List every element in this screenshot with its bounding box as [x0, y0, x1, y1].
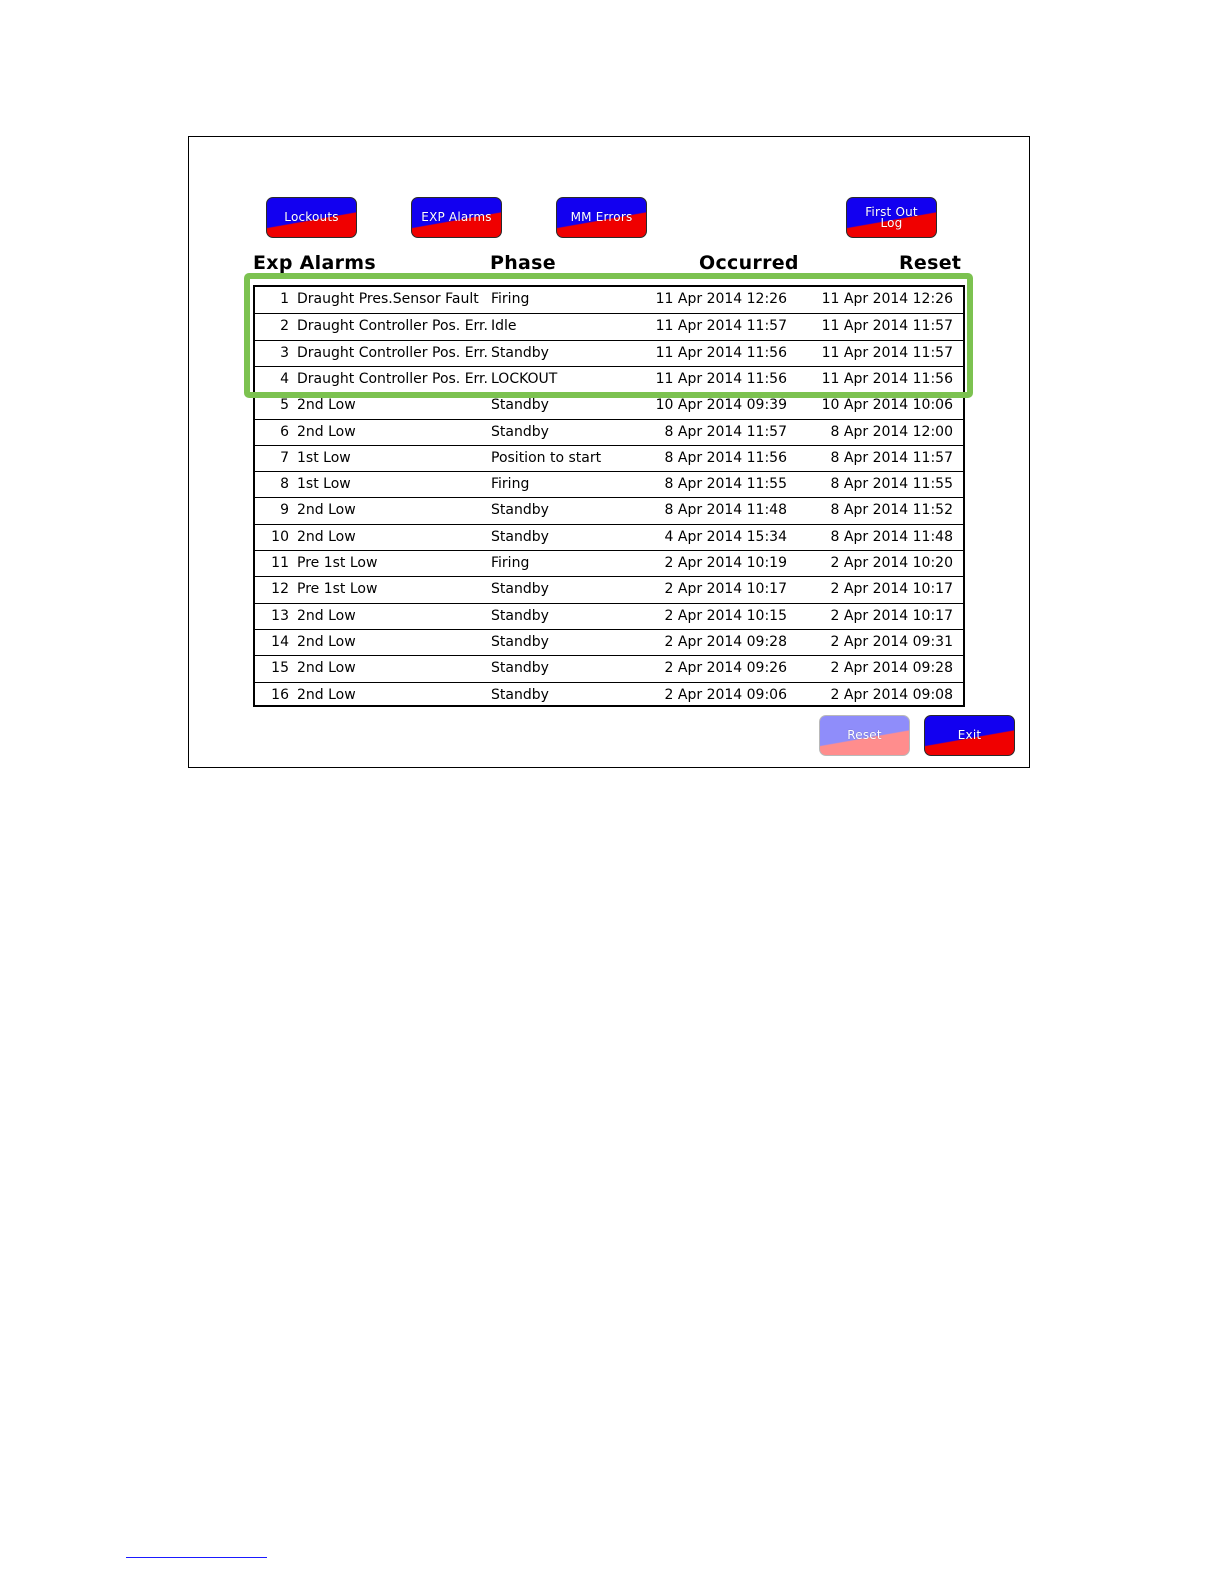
alarm-reset: 2 Apr 2014 09:28 [830, 660, 953, 677]
row-number: 1 [280, 291, 289, 307]
alarm-reset: 8 Apr 2014 11:55 [830, 476, 953, 493]
table-row[interactable] [255, 655, 963, 681]
row-number: 15 [271, 660, 289, 677]
alarm-occurred: 8 Apr 2014 11:48 [664, 502, 787, 519]
table-row[interactable] [255, 340, 963, 366]
alarm-name: Draught Controller Pos. Err. [297, 318, 488, 335]
alarm-reset: 11 Apr 2014 11:57 [821, 344, 953, 361]
alarm-name: Pre 1st Low [297, 555, 378, 571]
table-row[interactable] [255, 629, 963, 655]
first-out-log-button-label: First Out Log [865, 204, 918, 230]
alarm-name: 2nd Low [297, 423, 356, 440]
alarm-phase: Standby [491, 633, 549, 650]
column-header-name: Exp Alarms [253, 252, 376, 274]
alarm-phase: Standby [491, 581, 549, 598]
alarm-occurred: 2 Apr 2014 09:28 [664, 633, 787, 650]
table-row[interactable] [255, 603, 963, 629]
alarm-name: Draught Controller Pos. Err. [297, 344, 488, 361]
table-row[interactable] [255, 366, 963, 392]
table-row[interactable] [255, 471, 963, 497]
alarm-phase: Firing [491, 291, 530, 307]
alarm-reset: 2 Apr 2014 09:08 [830, 686, 953, 703]
row-number: 11 [271, 555, 289, 571]
row-number: 9 [280, 502, 289, 519]
alarm-reset: 8 Apr 2014 11:57 [830, 449, 953, 466]
alarm-occurred: 2 Apr 2014 10:17 [664, 581, 787, 598]
alarm-phase: LOCKOUT [491, 370, 558, 387]
alarm-occurred: 4 Apr 2014 15:34 [664, 528, 787, 545]
reset-button-label: Reset [847, 728, 882, 742]
row-number: 16 [271, 686, 289, 703]
alarm-occurred: 2 Apr 2014 09:06 [664, 686, 787, 703]
alarm-reset: 2 Apr 2014 09:31 [830, 633, 953, 650]
alarm-name: Draught Controller Pos. Err. [297, 370, 488, 387]
alarm-name: 1st Low [297, 449, 351, 466]
alarm-reset: 11 Apr 2014 11:56 [821, 370, 953, 387]
alarm-occurred: 11 Apr 2014 11:56 [655, 344, 787, 361]
mm-errors-button[interactable] [556, 197, 647, 238]
row-number: 12 [271, 581, 289, 598]
table-row[interactable] [255, 313, 963, 339]
alarm-name: Draught Pres.Sensor Fault [297, 291, 479, 307]
alarm-phase: Standby [491, 502, 549, 519]
row-number: 8 [280, 476, 289, 493]
alarm-name: 2nd Low [297, 633, 356, 650]
alarm-name: 2nd Low [297, 528, 356, 545]
row-number: 2 [280, 318, 289, 335]
alarm-phase: Standby [491, 686, 549, 703]
alarm-phase: Standby [491, 528, 549, 545]
column-header-reset: Reset [899, 252, 962, 274]
alarm-name: Pre 1st Low [297, 581, 378, 598]
alarm-occurred: 11 Apr 2014 11:56 [655, 370, 787, 387]
row-number: 4 [280, 370, 289, 387]
footnote-separator [126, 1557, 267, 1558]
alarm-phase: Position to start [491, 449, 602, 466]
alarm-phase: Standby [491, 344, 549, 361]
alarm-occurred: 2 Apr 2014 09:26 [664, 660, 787, 677]
alarm-phase: Standby [491, 423, 549, 440]
alarm-reset: 2 Apr 2014 10:17 [830, 607, 953, 624]
table-row[interactable] [255, 497, 963, 523]
alarm-name: 2nd Low [297, 397, 356, 414]
table-row[interactable] [255, 419, 963, 445]
row-number: 3 [280, 344, 289, 361]
column-header-occurred: Occurred [699, 252, 799, 274]
table-row[interactable] [255, 550, 963, 576]
alarm-occurred: 11 Apr 2014 11:57 [655, 318, 787, 335]
table-row[interactable] [255, 392, 963, 418]
lockouts-button-label: Lockouts [284, 210, 339, 224]
row-number: 13 [271, 607, 289, 624]
alarm-table [253, 285, 965, 707]
alarm-occurred: 11 Apr 2014 12:26 [655, 291, 787, 307]
alarm-phase: Standby [491, 660, 549, 677]
exit-button[interactable] [924, 715, 1015, 756]
alarm-phase: Standby [491, 607, 549, 624]
table-row[interactable] [255, 576, 963, 602]
table-row[interactable] [255, 287, 963, 313]
alarm-phase: Firing [491, 555, 530, 571]
alarm-reset: 10 Apr 2014 10:06 [821, 397, 953, 414]
alarm-occurred: 8 Apr 2014 11:56 [664, 449, 787, 466]
exp-alarms-button[interactable] [411, 197, 502, 238]
alarm-reset: 2 Apr 2014 10:20 [830, 555, 953, 571]
row-number: 6 [280, 423, 289, 440]
reset-button[interactable] [819, 715, 910, 756]
alarm-phase: Idle [491, 318, 517, 335]
alarm-reset: 8 Apr 2014 11:52 [830, 502, 953, 519]
alarm-occurred: 2 Apr 2014 10:15 [664, 607, 787, 624]
table-row[interactable] [255, 682, 963, 708]
mm-errors-button-label: MM Errors [570, 210, 633, 224]
alarm-name: 2nd Low [297, 607, 356, 624]
row-number: 5 [280, 397, 289, 414]
alarm-reset: 8 Apr 2014 11:48 [830, 528, 953, 545]
alarm-reset: 11 Apr 2014 11:57 [821, 318, 953, 335]
table-row[interactable] [255, 445, 963, 471]
exit-button-label: Exit [957, 728, 982, 742]
alarm-reset: 8 Apr 2014 12:00 [830, 423, 953, 440]
alarm-name: 1st Low [297, 476, 351, 493]
column-header-phase: Phase [490, 252, 556, 274]
alarm-name: 2nd Low [297, 660, 356, 677]
alarm-occurred: 8 Apr 2014 11:57 [664, 423, 787, 440]
row-number: 14 [271, 633, 289, 650]
alarm-occurred: 10 Apr 2014 09:39 [655, 397, 787, 414]
alarm-occurred: 8 Apr 2014 11:55 [664, 476, 787, 493]
first-out-log-button[interactable] [846, 197, 937, 238]
alarm-phase: Standby [491, 397, 549, 414]
alarm-name: 2nd Low [297, 686, 356, 703]
alarm-occurred: 2 Apr 2014 10:19 [664, 555, 787, 571]
lockouts-button[interactable] [266, 197, 357, 238]
alarm-reset: 2 Apr 2014 10:17 [830, 581, 953, 598]
table-row[interactable] [255, 524, 963, 550]
row-number: 7 [280, 449, 289, 466]
alarm-reset: 11 Apr 2014 12:26 [821, 291, 953, 307]
alarm-phase: Firing [491, 476, 530, 493]
row-number: 10 [271, 528, 289, 545]
alarm-name: 2nd Low [297, 502, 356, 519]
exp-alarms-button-label: EXP Alarms [421, 210, 492, 224]
